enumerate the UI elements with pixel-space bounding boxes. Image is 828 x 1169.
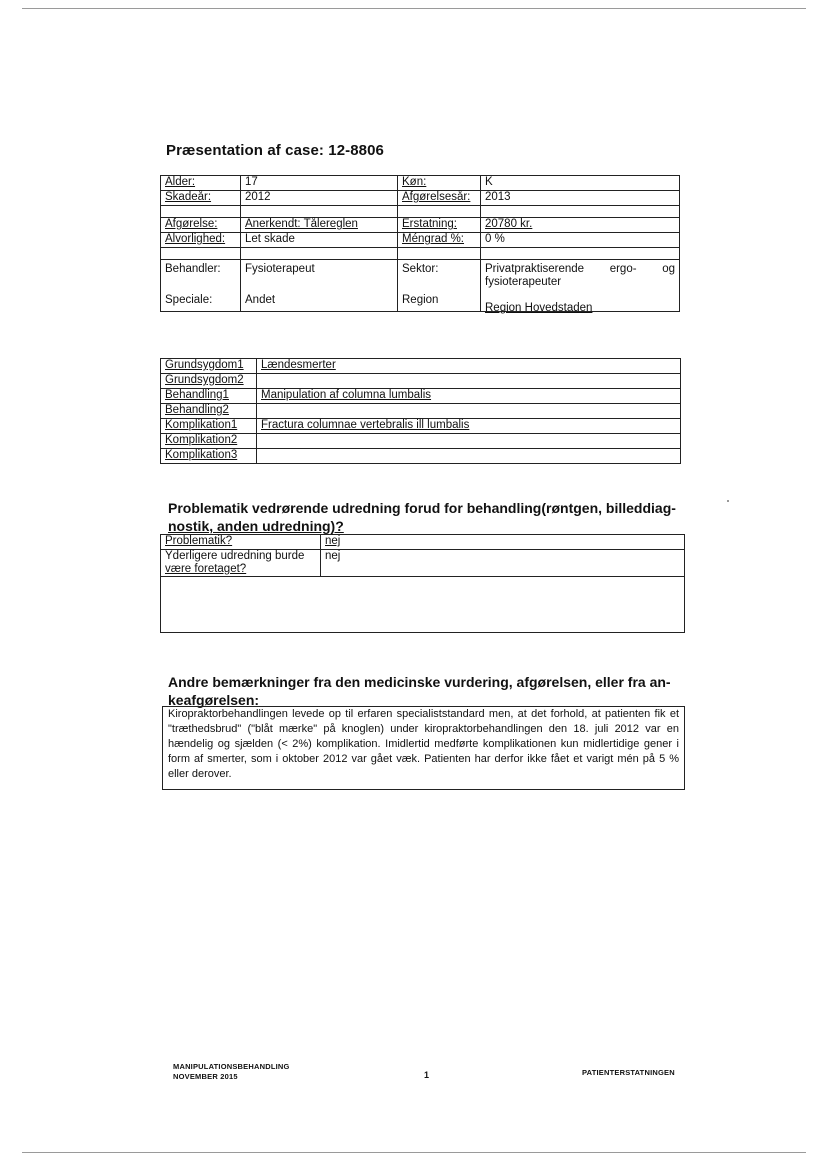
table-row: [161, 233, 680, 248]
behandler-speciale-values: [241, 260, 398, 312]
erstatning-value: 20780 kr.: [481, 218, 680, 233]
table-row: [161, 389, 681, 404]
afgoerelsesaar-label: Afgørelsesår:: [398, 191, 481, 206]
table-row: [161, 419, 681, 434]
diagnosis-label: Grundsygdom2: [161, 374, 257, 389]
skadeaar-value: 2012: [241, 191, 398, 206]
afgoerelse-value: Anerkendt: Tålereglen: [241, 218, 398, 233]
diagnosis-value: [257, 449, 681, 464]
behandler-speciale-labels: [161, 260, 241, 312]
case-info-table: [160, 175, 680, 312]
top-rule: [22, 8, 806, 9]
page-number: 1: [424, 1070, 430, 1080]
sektor-word-3: og: [662, 263, 675, 275]
table-row: [161, 374, 681, 389]
problem-heading-line-2: nostik, anden udredning)?: [168, 518, 344, 534]
udredning-answer: nej: [321, 550, 685, 577]
sektor-region-labels: [398, 260, 481, 312]
udredning-question: [161, 550, 321, 577]
table-row: [161, 550, 685, 577]
table-row: [161, 359, 681, 374]
udredning-question-line-2: være foretaget?: [165, 563, 247, 575]
problem-heading: [168, 499, 680, 535]
problem-question: Problematik?: [161, 535, 321, 550]
table-row: [161, 176, 680, 191]
alvorlighed-label: Alvorlighed:: [161, 233, 241, 248]
diagnosis-value: Fractura columnae vertebralis ill lumbalis: [257, 419, 681, 434]
alder-label: Alder:: [161, 176, 241, 191]
koen-label: Køn:: [398, 176, 481, 191]
table-row: [161, 191, 680, 206]
scan-speck: [727, 500, 729, 502]
sektor-word-1: Privatpraktiserende: [485, 263, 585, 275]
table-row: [161, 577, 685, 633]
skadeaar-label: Skadeår:: [161, 191, 241, 206]
speciale-label: Speciale:: [165, 294, 213, 306]
problem-heading-line-1: Problematik vedrørende udredning forud for behandling(røntgen, billeddiag-: [168, 500, 676, 516]
diagnosis-label: Behandling1: [161, 389, 257, 404]
region-label: Region: [402, 294, 439, 306]
maengrad-label: Méngrad %:: [398, 233, 481, 248]
remarks-text: Kiropraktorbehandlingen levede op til erfaren specialiststandard men, at det forhold, at patienten fik et "træthedsbrud" ("blåt mærke" på knoglen) under kiropraktorbehandlingen den 18. juli 2012 var en hændelig og sjælden (< 2%) komplikation. Imidlertid medførte komplikationen kun midlertidige gener i form af smerter, som i oktober 2012 var gået væk. Patienten har derfor ikke fået et varigt mén på 5 % eller derover.: [162, 706, 685, 790]
udredning-question-line-1: Yderligere udredning burde: [165, 550, 305, 562]
empty-cell: [161, 577, 685, 633]
table-row: [161, 218, 680, 233]
problem-answer: nej: [321, 535, 685, 550]
region-value: Region Hovedstaden: [485, 302, 593, 314]
diagnosis-label: Behandling2: [161, 404, 257, 419]
diagnosis-label: Komplikation2: [161, 434, 257, 449]
behandler-label: Behandler:: [165, 263, 221, 275]
diagnosis-table: [160, 358, 681, 464]
table-row: [161, 206, 680, 218]
table-row: [161, 535, 685, 550]
footer-left-line-2: NOVEMBER 2015: [173, 1072, 238, 1081]
table-row: [161, 449, 681, 464]
problem-table: [160, 534, 685, 633]
table-row: [161, 434, 681, 449]
maengrad-value: 0 %: [481, 233, 680, 248]
page-title: Præsentation af case: 12-8806: [166, 142, 385, 159]
table-row: [161, 248, 680, 260]
table-row: [161, 260, 680, 312]
sektor-label: Sektor:: [402, 263, 439, 275]
alder-value: 17: [241, 176, 398, 191]
diagnosis-value: Lændesmerter: [257, 359, 681, 374]
footer-left-line-1: MANIPULATIONSBEHANDLING: [173, 1062, 290, 1071]
sektor-line-1: [485, 263, 675, 276]
remarks-heading: [168, 673, 680, 709]
behandler-value: Fysioterapeut: [245, 263, 315, 275]
diagnosis-label: Grundsygdom1: [161, 359, 257, 374]
diagnosis-value: [257, 434, 681, 449]
footer-left: [173, 1062, 290, 1082]
afgoerelsesaar-value: 2013: [481, 191, 680, 206]
sektor-region-values: [481, 260, 680, 312]
koen-value: K: [481, 176, 680, 191]
diagnosis-value: [257, 404, 681, 419]
afgoerelse-label: Afgørelse:: [161, 218, 241, 233]
remarks-heading-line-1: Andre bemærkninger fra den medicinske vurdering, afgørelsen, eller fra an-: [168, 674, 671, 690]
diagnosis-value: Manipulation af columna lumbalis: [257, 389, 681, 404]
table-row: [161, 404, 681, 419]
alvorlighed-value: Let skade: [241, 233, 398, 248]
bottom-rule: [22, 1152, 806, 1153]
diagnosis-value: [257, 374, 681, 389]
speciale-value: Andet: [245, 294, 276, 306]
diagnosis-label: Komplikation1: [161, 419, 257, 434]
sektor-word-2: ergo-: [609, 263, 637, 275]
footer-right: PATIENTERSTATNINGEN: [582, 1068, 675, 1077]
remarks-heading-line-2: keafgørelsen:: [168, 692, 260, 708]
erstatning-label: Erstatning:: [398, 218, 481, 233]
sektor-line-2: fysioterapeuter: [485, 276, 562, 288]
diagnosis-label: Komplikation3: [161, 449, 257, 464]
